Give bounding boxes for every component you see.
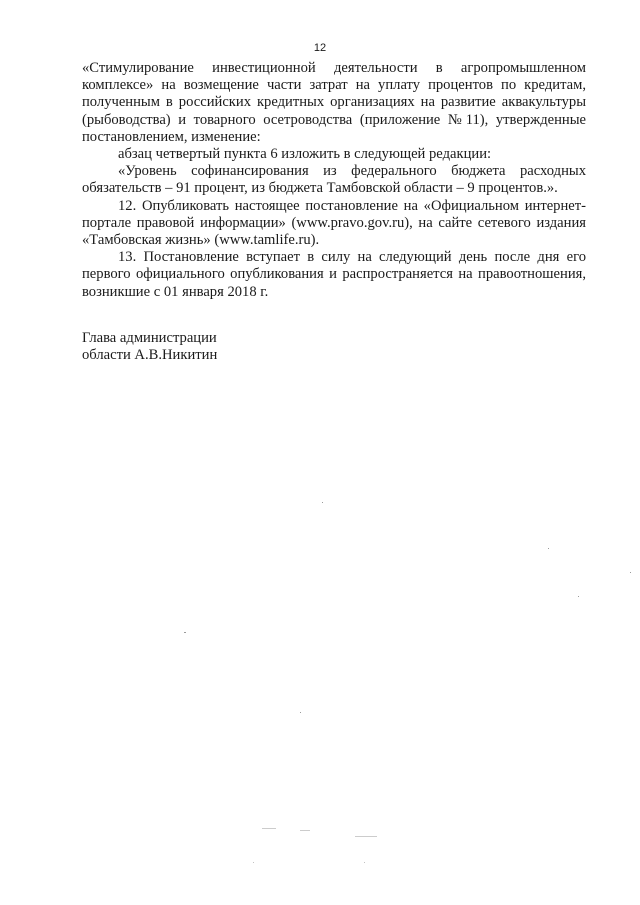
- scan-speck: [300, 830, 310, 831]
- paragraph-item-12-publication: 12. Опубликовать настоящее постановление на «Официальном интернет-портале правовой информации» (www.pravo.gov.ru), на сайте сетевого издания «Тамбовская жизнь» (www.tamlife.ru).: [82, 197, 586, 249]
- scan-speck: [262, 828, 276, 829]
- scan-speck: [578, 596, 579, 597]
- signature-block: [82, 330, 217, 364]
- scan-speck: [253, 862, 254, 863]
- paragraph-rules-continuation: «Стимулирование инвестиционной деятельности в агропромышленном комплексе» на возмещение части затрат на уплату процентов по кредитам, полученным в российских кредитных организациях на развитие аквакультуры (рыбоводства) и товарного осетроводства (приложение №11), утвержденные постановлением, изменение:: [82, 60, 586, 145]
- signature-title: Глава администрации: [82, 330, 217, 346]
- scan-speck: [364, 862, 365, 863]
- scan-speck: [300, 712, 301, 713]
- scan-speck: [548, 548, 549, 549]
- scan-speck: [630, 572, 631, 573]
- paragraph-cofinancing-level: «Уровень софинансирования из федерального бюджета расходных обязательств – 91 процент, из бюджета Тамбовской области – 9 процентов.».: [82, 163, 586, 197]
- document-body: [82, 60, 586, 301]
- page-number: 12: [313, 42, 327, 54]
- scan-speck: [322, 502, 323, 503]
- scan-speck: [184, 632, 186, 633]
- paragraph-item-13-effective-date: 13. Постановление вступает в силу на следующий день после дня его первого официального опубликования и распространяется на правоотношения, возникшие с 01 января 2018 г.: [82, 249, 586, 300]
- paragraph-amendment-intro: абзац четвертый пункта 6 изложить в следующей редакции:: [118, 146, 492, 163]
- scan-speck: [355, 836, 377, 837]
- signature-name: области А.В.Никитин: [82, 347, 218, 364]
